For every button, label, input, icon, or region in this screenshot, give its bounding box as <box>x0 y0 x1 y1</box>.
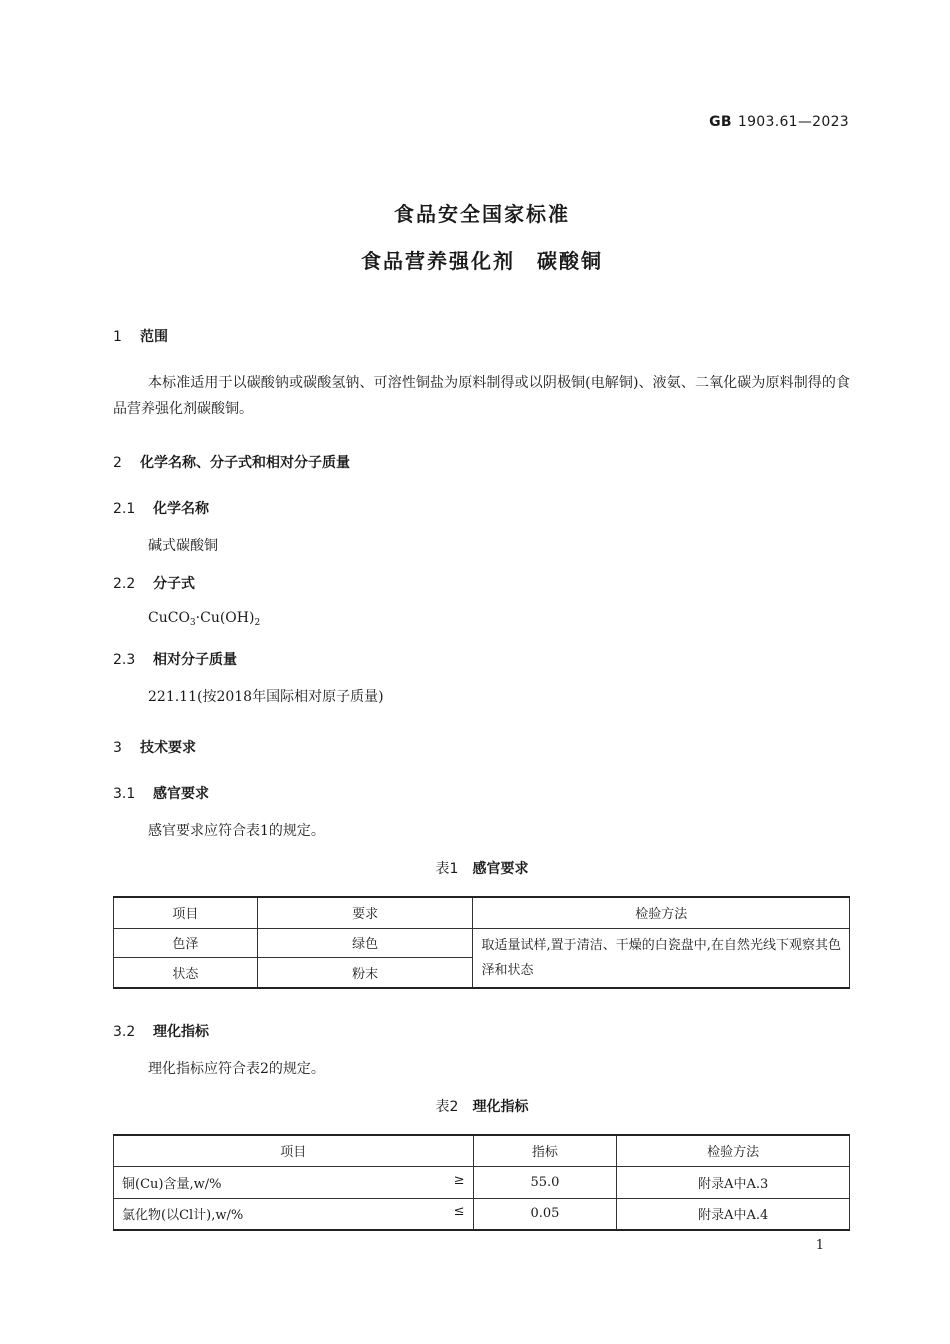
molecular-formula <box>148 610 260 628</box>
section-3-heading <box>113 737 196 757</box>
table-row <box>114 928 850 958</box>
formula-subscript: 2 <box>254 618 261 628</box>
section-3-1-heading <box>113 783 209 803</box>
item-cell <box>114 1198 474 1230</box>
section-number: 1 <box>113 329 122 345</box>
method-cell: 取适量试样,置于清洁、干燥的白瓷盘中,在自然光线下观察其色泽和状态 <box>473 928 850 988</box>
section-title: 理化指标 <box>153 1024 209 1040</box>
section-number: 3.2 <box>113 1024 136 1040</box>
column-header: 项目 <box>114 1135 474 1166</box>
value-cell: 55.0 <box>473 1166 617 1198</box>
item-cell: 状态 <box>114 958 258 988</box>
table-row <box>114 1166 850 1198</box>
item-cell: 色泽 <box>114 928 258 958</box>
physicochemical-requirement-text: 理化指标应符合表2的规定。 <box>148 1061 325 1077</box>
comparison-sign: ≥ <box>453 1172 465 1188</box>
section-title: 技术要求 <box>140 740 196 756</box>
section-2-2-heading <box>113 573 195 593</box>
section-2-heading <box>113 452 350 472</box>
requirement-cell: 粉末 <box>257 958 473 988</box>
chemical-name: 碱式碳酸铜 <box>148 538 218 554</box>
section-number: 2.1 <box>113 501 136 517</box>
section-number: 2.2 <box>113 576 136 592</box>
standard-prefix: GB <box>709 114 732 130</box>
section-title: 范围 <box>140 329 168 345</box>
table-number: 表2 <box>435 1099 459 1115</box>
table-number: 表1 <box>435 861 459 877</box>
section-title: 分子式 <box>153 576 195 592</box>
table-2-caption <box>0 1096 950 1116</box>
column-header: 指标 <box>473 1135 617 1166</box>
column-header: 项目 <box>114 897 258 928</box>
column-header: 检验方法 <box>473 897 850 928</box>
formula-part: ·Cu(OH) <box>195 610 255 626</box>
document-title: 食品安全国家标准 <box>394 202 570 226</box>
section-number: 2.3 <box>113 652 136 668</box>
section-2-1-heading <box>113 498 209 518</box>
table-title: 感官要求 <box>472 861 529 877</box>
column-header: 检验方法 <box>617 1135 850 1166</box>
section-3-2-heading <box>113 1021 209 1041</box>
requirement-cell: 绿色 <box>257 928 473 958</box>
section-number: 3.1 <box>113 786 136 802</box>
section-title: 感官要求 <box>153 786 209 802</box>
item-cell <box>114 1166 474 1198</box>
section-2-3-heading <box>113 649 237 669</box>
item-label: 氯化物(以Cl计),w/% <box>122 1208 244 1224</box>
scope-paragraph: 本标准适用于以碳酸钠或碳酸氢钠、可溶性铜盐为原料制得或以阴极铜(电解铜)、液氨、二氧化碳为原料制得的食品营养强化剂碳酸铜。 <box>113 375 850 417</box>
section-title: 相对分子质量 <box>153 652 237 668</box>
method-cell: 附录A中A.4 <box>617 1198 850 1230</box>
section-title: 化学名称、分子式和相对分子质量 <box>140 455 350 471</box>
item-label: 铜(Cu)含量,w/% <box>122 1176 222 1192</box>
formula-part: CuCO <box>148 610 190 626</box>
section-number: 2 <box>113 455 122 471</box>
standard-number <box>709 114 849 130</box>
formula-subscript: 3 <box>189 618 196 628</box>
table-title: 理化指标 <box>472 1099 529 1115</box>
section-title: 化学名称 <box>153 501 209 517</box>
comparison-sign: ≤ <box>453 1204 465 1220</box>
table-1-caption <box>0 858 950 878</box>
document-subtitle: 食品营养强化剂 碳酸铜 <box>361 249 603 273</box>
physicochemical-table <box>113 1134 850 1231</box>
value-cell: 0.05 <box>473 1198 617 1230</box>
column-header: 要求 <box>257 897 473 928</box>
method-cell: 附录A中A.3 <box>617 1166 850 1198</box>
molecular-mass: 221.11(按2018年国际相对原子质量) <box>148 689 384 705</box>
section-number: 3 <box>113 740 122 756</box>
sensory-requirement-text: 感官要求应符合表1的规定。 <box>148 823 325 839</box>
standard-code: 1903.61—2023 <box>737 114 849 130</box>
section-1-heading <box>113 326 168 346</box>
sensory-table <box>113 896 850 989</box>
page-number: 1 <box>815 1238 824 1253</box>
table-row <box>114 1198 850 1230</box>
